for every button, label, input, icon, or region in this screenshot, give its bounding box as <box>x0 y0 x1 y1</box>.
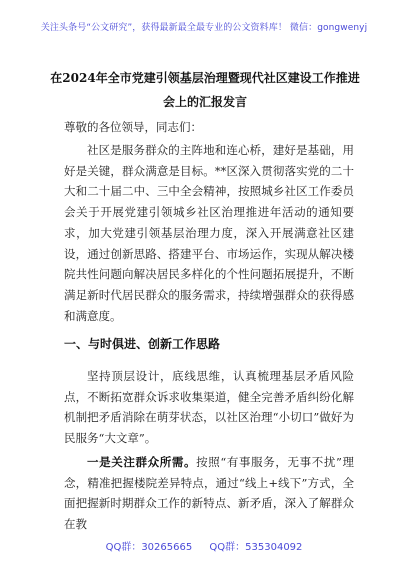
paragraph-1: 社区是服务群众的主阵地和连心桥，建好是基础，用好是关键，群众满意是目标。**区深入贯彻落实党的二十大和二十届二中、三中全会精神，按照城乡社区工作委员会关于开展党建引领城乡社区治理推进年活动的通知要求，加大党建引领基层治理力度，深入开展满意社区建设，通过创新思路、搭建平台、市场运作，实现从解决楼院共性问题向解决居民多样化的个性问题拓展提升，不断满足新时代居民群众的服务需求，持续增强群众的获得感和满意度。 <box>64 143 354 323</box>
section-1-subsection <box>64 452 354 535</box>
document-title <box>40 66 370 114</box>
intro-section <box>64 140 354 326</box>
salutation: 尊敬的各位领导，同志们： <box>64 120 202 134</box>
footer-qq-group-1[interactable]: QQ群：30265665 <box>105 542 193 553</box>
title-line-1: 在2024年全市党建引领基层治理暨现代社区建设工作推进 <box>50 71 360 85</box>
footer-contacts <box>0 538 408 553</box>
title-line-2: 会上的汇报发言 <box>162 95 247 109</box>
footer-qq-group-2[interactable]: QQ群：535304092 <box>209 542 303 553</box>
section-heading-1: 一、与时俱进、创新工作思路 <box>64 337 221 351</box>
top-banner[interactable]: 关注头条号“公文研究”，获得最新最全最专业的公文资料库！ 微信：gongwenyj <box>40 23 368 33</box>
paragraph-3-text: 按照“有事服务，无事不扰”理念，精准把握楼院差异特点，通过“线上+线下”方式，全面把握新时期群众工作的新特点、新矛盾，深入了解群众在教 <box>64 455 354 532</box>
paragraph-3 <box>64 452 354 535</box>
paragraph-2: 坚持顶层设计，底线思维，认真梳理基层矛盾风险点，不断拓宽群众诉求收集渠道，健全完善矛盾纠纷化解机制把矛盾消除在萌芽状态，以社区治理“小切口”做好为民服务“大文章”。 <box>64 369 354 446</box>
paragraph-3-lead: 一是关注群众所需。 <box>87 455 197 469</box>
section-1-body <box>64 366 354 449</box>
